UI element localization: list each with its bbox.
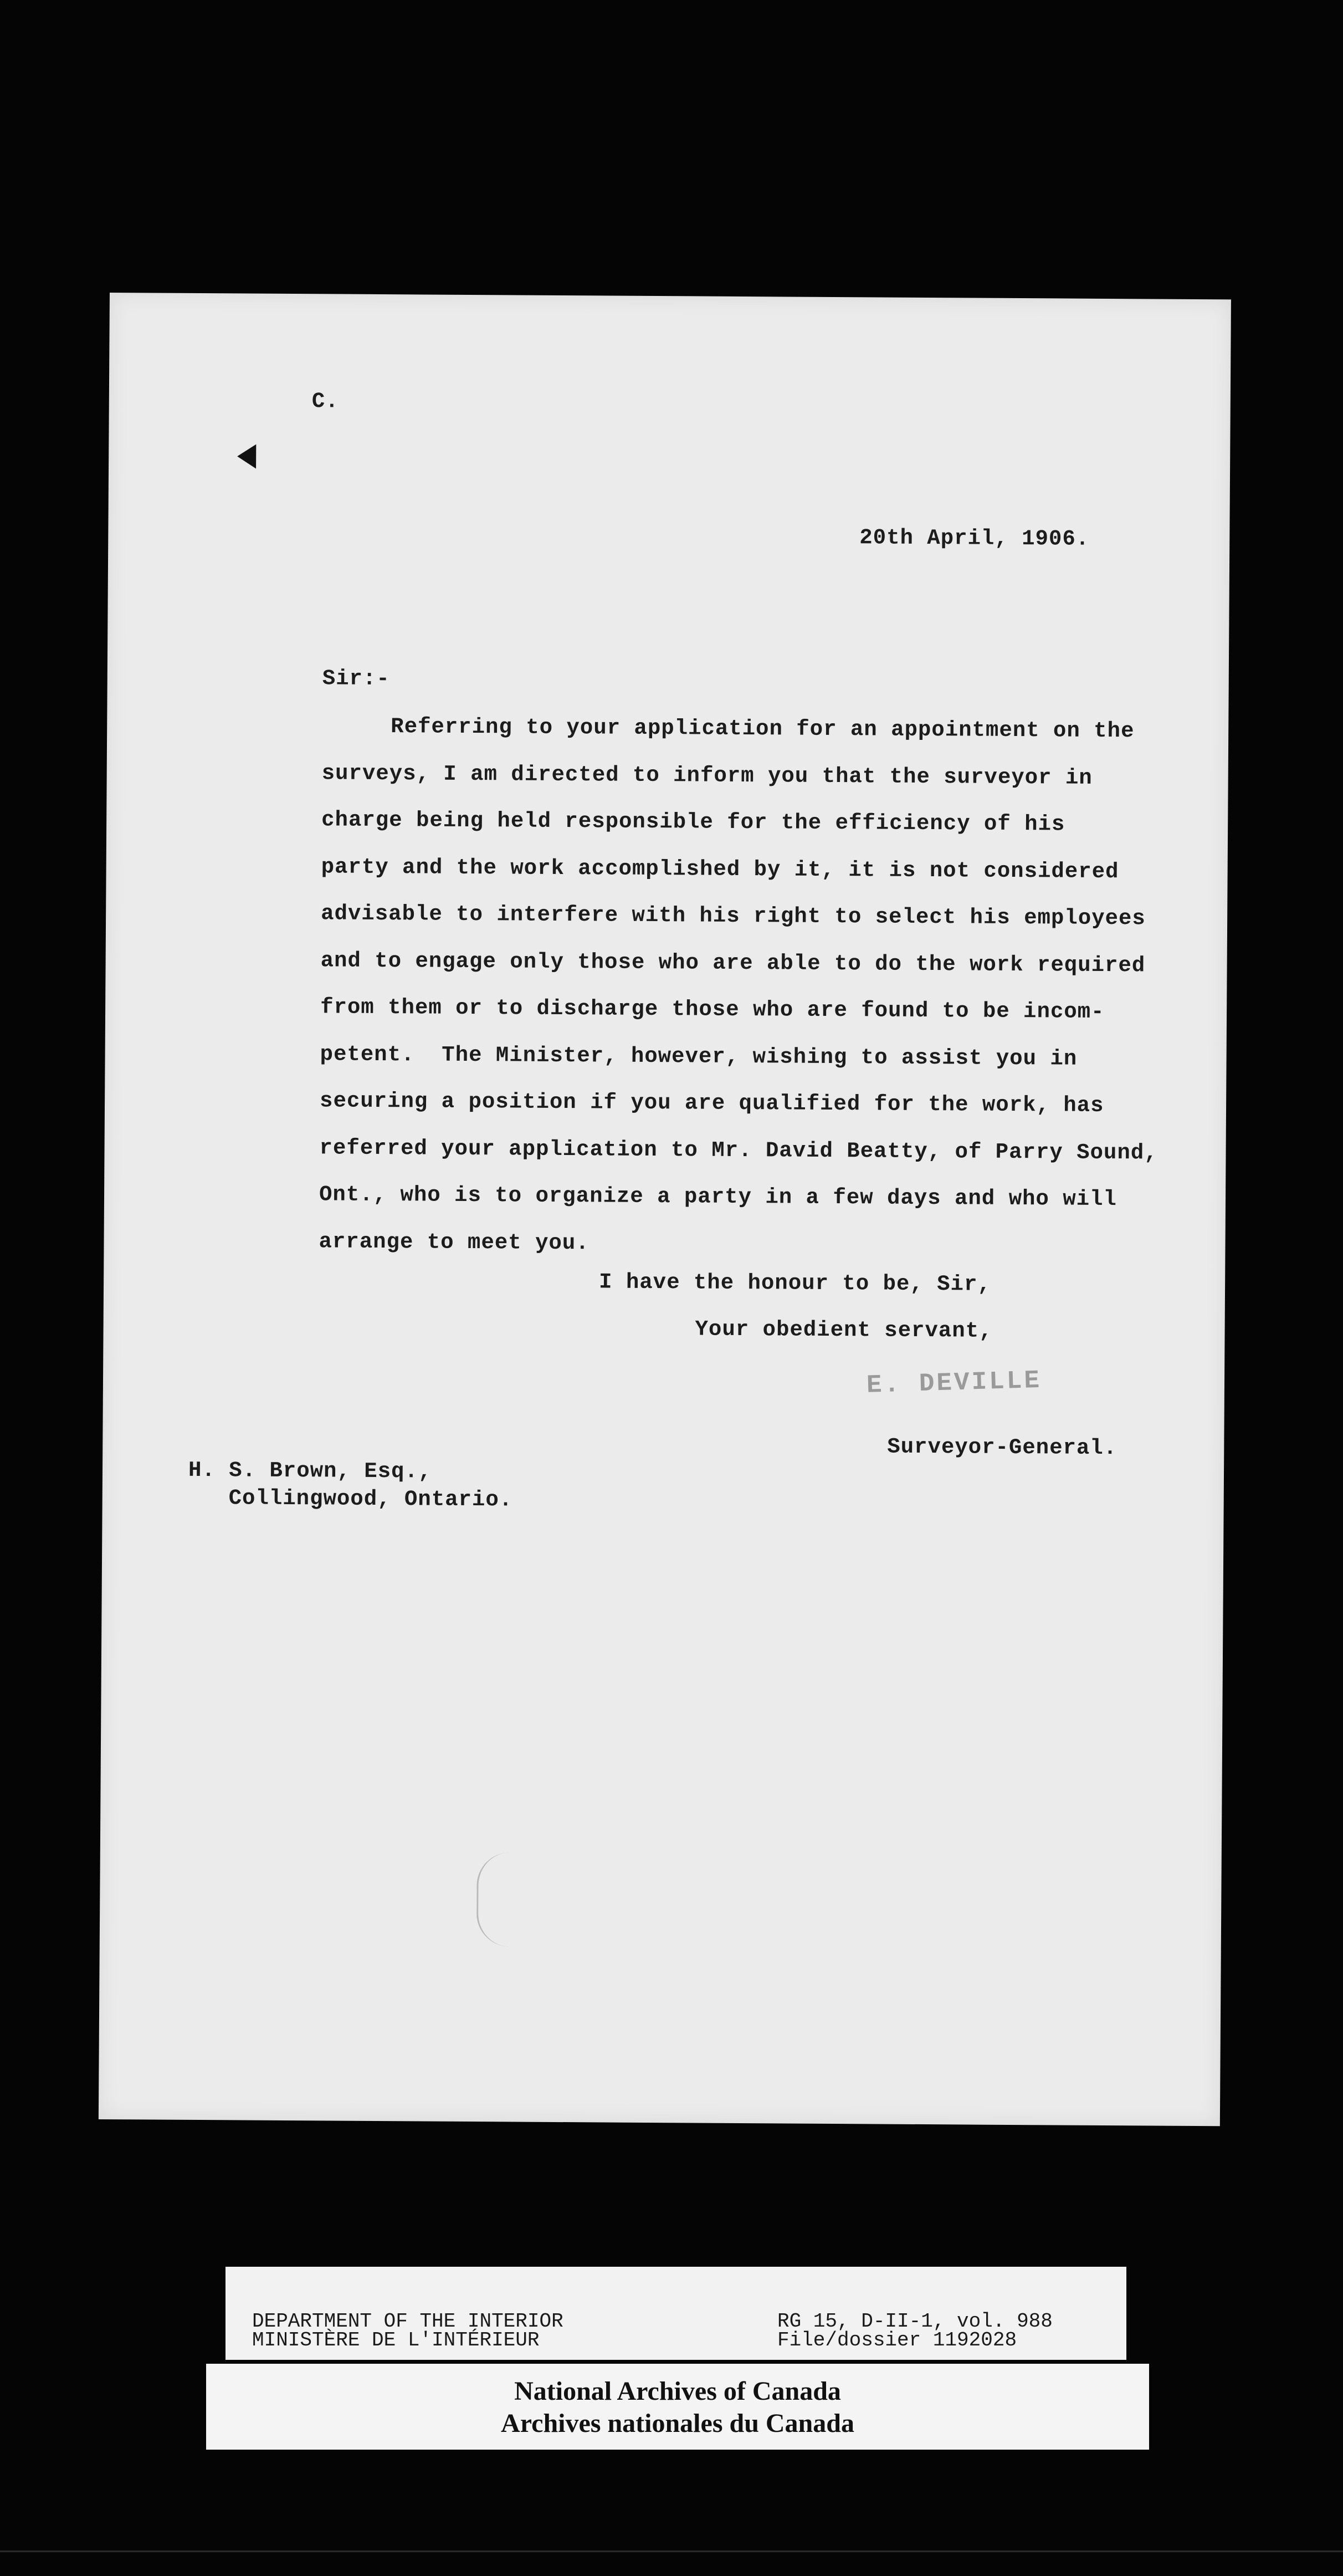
- body-line: arrange to meet you.: [319, 1229, 590, 1255]
- letter-date: 20th April, 1906.: [859, 525, 1090, 551]
- body-line: from them or to discharge those who are found to be incom-: [320, 995, 1105, 1024]
- body-line: Ont., who is to organize a party in a few days and who will: [319, 1182, 1118, 1212]
- body-line: party and the work accomplished by it, it is not considered: [321, 854, 1119, 884]
- file-number: File/dossier 1192028: [777, 2329, 1017, 2352]
- closing-line: I have the honour to be, Sir,: [598, 1270, 991, 1297]
- department-en: DEPARTMENT OF THE INTERIOR: [252, 2310, 563, 2333]
- department-block: [252, 2312, 563, 2350]
- body-line: petent. The Minister, however, wishing to assist you in: [320, 1041, 1078, 1071]
- letter-page: [99, 293, 1231, 2126]
- archives-name-en: National Archives of Canada: [514, 2376, 841, 2406]
- signature-stamp: E. DEVILLE: [866, 1366, 1042, 1400]
- addressee-name: H. S. Brown, Esq.,: [188, 1458, 432, 1484]
- signatory-title: Surveyor-General.: [887, 1434, 1118, 1461]
- addressee-location: Collingwood, Ontario.: [228, 1486, 513, 1512]
- salutation: Sir:-: [322, 666, 390, 692]
- letter-body: [319, 703, 1164, 1270]
- department-fr: MINISTÈRE DE L'INTÉRIEUR: [252, 2329, 540, 2352]
- archives-label: [206, 2364, 1149, 2450]
- body-line: securing a position if you are qualified for the work, has: [319, 1088, 1104, 1118]
- body-line: referred your application to Mr. David Beatty, of Parry Sound,: [319, 1135, 1158, 1166]
- copy-mark: C.: [311, 389, 339, 414]
- scan-edge-line: [0, 2551, 1343, 2552]
- archives-name-fr: Archives nationales du Canada: [501, 2409, 854, 2438]
- body-line: surveys, I am directed to inform you that the surveyor in: [321, 760, 1093, 790]
- archive-reference-label: [225, 2267, 1126, 2360]
- letter-content: [99, 293, 1231, 2126]
- closing-line: Your obedient servant,: [695, 1317, 993, 1343]
- body-line: charge being held responsible for the efficiency of his: [321, 807, 1065, 837]
- body-line: Referring to your application for an appointment on the: [391, 714, 1135, 744]
- body-line: advisable to interfere with his right to select his employees: [321, 901, 1146, 931]
- body-line: and to engage only those who are able to do the work required: [320, 948, 1146, 978]
- record-group: RG 15, D-II-1, vol. 988: [777, 2310, 1053, 2333]
- reference-block: [777, 2312, 1053, 2350]
